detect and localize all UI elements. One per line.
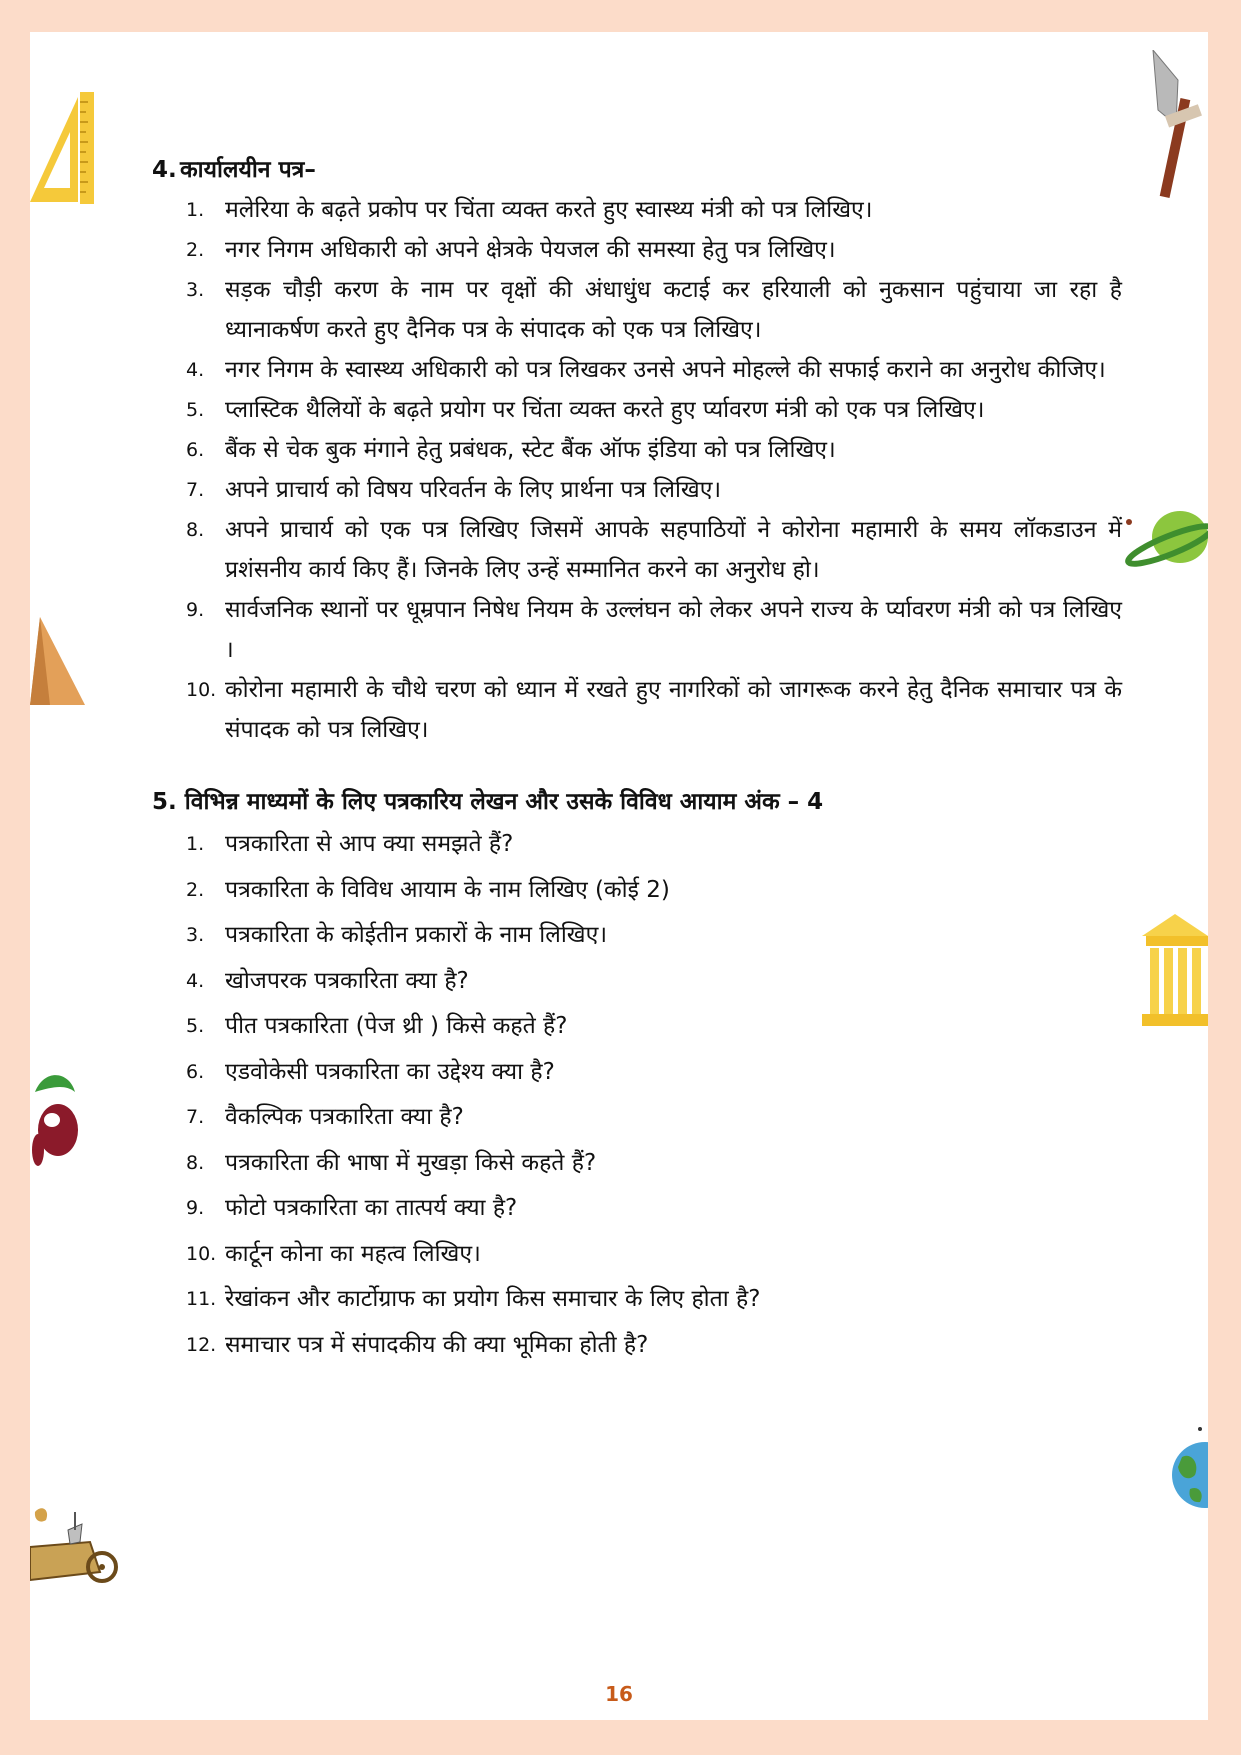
globe-icon — [1170, 1427, 1208, 1512]
item-text: वैकल्पिक पत्रकारिता क्या है? — [225, 1104, 464, 1130]
item-text: नगर निगम अधिकारी को अपने क्षेत्रके पेयजल की समस्या हेतु पत्र लिखिए। — [225, 237, 836, 263]
temple-icon — [1142, 914, 1208, 1029]
item-text: मलेरिया के बढ़ते प्रकोप पर चिंता व्यक्त करते हुए स्वास्थ्य मंत्री को पत्र लिखिए। — [225, 197, 873, 223]
item-number: 5. — [186, 399, 205, 421]
item-text: सड़क चौड़ी करण के नाम पर वृक्षों की अंधाधुंध कटाई कर हरियाली को नुकसान पहुंचाया जा रहा है ध्यानाकर्षण करते हुए दैनिक पत्र के संपादक को एक पत्र लिखिए। — [225, 277, 1122, 343]
item-text: समाचार पत्र में संपादकीय की क्या भूमिका होती है? — [225, 1331, 649, 1358]
section-4-list — [152, 190, 1122, 750]
item-text: रेखांकन और कार्टोग्राफ का प्रयोग किस समाचार के लिए होता है? — [225, 1286, 761, 1312]
item-number: 12. — [186, 1333, 217, 1356]
item-number: 10. — [186, 1242, 217, 1265]
list-item — [152, 1232, 1122, 1278]
list-item — [152, 1186, 1122, 1232]
list-item — [152, 1095, 1122, 1141]
list-item — [152, 270, 1122, 350]
list-item — [152, 1323, 1122, 1369]
cart-icon — [30, 1502, 120, 1592]
item-number: 6. — [186, 439, 205, 461]
item-number: 11. — [186, 1288, 217, 1310]
axe-icon — [1148, 50, 1208, 200]
item-text: फोटो पत्रकारिता का तात्पर्य क्या है? — [225, 1195, 518, 1221]
list-item — [152, 1050, 1122, 1096]
flower-icon — [30, 1062, 85, 1172]
item-text: कोरोना महामारी के चौथे चरण को ध्यान में रखते हुए नागरिकों को जागरूक करने हेतु दैनिक समाचार पत्र के संपादक को पत्र लिखिए। — [225, 677, 1122, 743]
list-item — [152, 230, 1122, 270]
item-number: 3. — [186, 924, 205, 946]
item-number: 4. — [186, 969, 205, 992]
item-number: 2. — [186, 878, 205, 901]
list-item — [152, 470, 1122, 510]
item-text: पत्रकारिता के कोईतीन प्रकारों के नाम लिखिए। — [225, 922, 608, 948]
item-number: 3. — [186, 279, 205, 301]
item-text: सार्वजनिक स्थानों पर धूम्रपान निषेध नियम के उल्लंघन को लेकर अपने राज्य के र्प्यावरण मंत्री को पत्र लिखिए । — [225, 597, 1122, 663]
list-item — [152, 868, 1122, 914]
list-item — [152, 510, 1122, 590]
item-number: 8. — [186, 1151, 205, 1174]
list-item — [152, 822, 1122, 868]
item-text: बैंक से चेक बुक मंगाने हेतु प्रबंधक, स्टेट बैंक ऑफ इंडिया को पत्र लिखिए। — [225, 437, 836, 463]
list-item — [152, 350, 1122, 390]
document-page — [30, 32, 1208, 1720]
list-item — [152, 190, 1122, 230]
list-item — [152, 1277, 1122, 1323]
section-4-number: 4. — [152, 157, 177, 183]
ruler-icon — [30, 92, 100, 207]
item-number: 1. — [186, 199, 205, 221]
list-item — [152, 590, 1122, 670]
item-number: 9. — [186, 1197, 205, 1219]
section-5-number: 5. — [152, 789, 177, 815]
item-number: 5. — [186, 1015, 205, 1037]
section-5-list — [152, 822, 1122, 1368]
section-5-heading — [152, 782, 1122, 822]
item-number: 7. — [186, 1106, 205, 1128]
list-item — [152, 913, 1122, 959]
item-text: खोजपरक पत्रकारिता क्या है? — [225, 967, 469, 994]
pyramid-icon — [30, 617, 85, 707]
item-text: कार्टून कोना का महत्व लिखिए। — [225, 1240, 481, 1267]
item-number: 6. — [186, 1060, 205, 1083]
item-number: 2. — [186, 239, 205, 261]
item-number: 4. — [186, 359, 205, 381]
list-item — [152, 1141, 1122, 1187]
item-number: 9. — [186, 599, 205, 621]
list-item — [152, 959, 1122, 1005]
item-text: एडवोकेसी पत्रकारिता का उद्देश्य क्या है? — [225, 1058, 555, 1085]
item-number: 10. — [186, 679, 217, 701]
page-number: 16 — [605, 1682, 633, 1706]
section-4-title: कार्यालयीन पत्र– — [180, 157, 316, 183]
list-item — [152, 390, 1122, 430]
item-text: अपने प्राचार्य को विषय परिवर्तन के लिए प्रार्थना पत्र लिखिए। — [225, 477, 722, 503]
list-item — [152, 430, 1122, 470]
item-text: पत्रकारिता से आप क्या समझते हैं? — [225, 831, 514, 857]
item-text: पत्रकारिता की भाषा में मुखड़ा किसे कहते हैं? — [225, 1149, 597, 1176]
list-item — [152, 1004, 1122, 1050]
item-text: पत्रकारिता के विविध आयाम के नाम लिखिए (कोई 2) — [225, 876, 670, 903]
item-number: 1. — [186, 833, 205, 855]
section-4-heading — [152, 150, 1122, 190]
item-text: अपने प्राचार्य को एक पत्र लिखिए जिसमें आपके सहपाठियों ने कोरोना महामारी के समय लॉकडाउन में प्रशंसनीय कार्य किए हैं। जिनके लिए उन्हें सम्मानित करने का अनुरोध हो। — [225, 517, 1122, 583]
item-text: प्लास्टिक थैलियों के बढ़ते प्रयोग पर चिंता व्यक्त करते हुए र्प्यावरण मंत्री को एक पत्र लिखिए। — [225, 397, 985, 423]
item-text: पीत पत्रकारिता (पेज थ्री ) किसे कहते हैं? — [225, 1013, 568, 1039]
item-text: नगर निगम के स्वास्थ्य अधिकारी को पत्र लिखकर उनसे अपने मोहल्ले की सफाई कराने का अनुरोध कीजिए। — [225, 357, 1106, 383]
list-item — [152, 670, 1122, 750]
planet-icon — [1125, 507, 1208, 577]
section-5-title: विभिन्न माध्यमों के लिए पत्रकारिय लेखन और उसके विविध आयाम अंक – 4 — [184, 789, 824, 815]
item-number: 7. — [186, 479, 205, 501]
item-number: 8. — [186, 519, 205, 541]
